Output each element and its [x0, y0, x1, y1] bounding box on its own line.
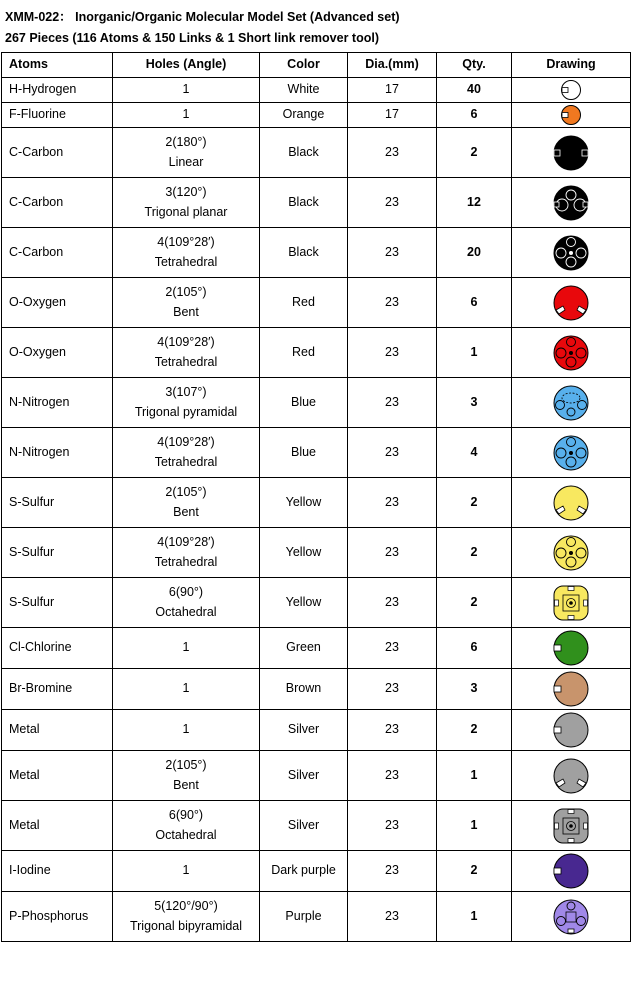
- color-cell: Purple: [260, 892, 348, 942]
- color-cell: Yellow: [260, 478, 348, 528]
- color-cell: Silver: [260, 751, 348, 801]
- holes-geometry: Linear: [168, 154, 204, 169]
- atom-name-cell: N-Nitrogen: [2, 428, 113, 478]
- holes-cell: [113, 628, 260, 669]
- table-row: [2, 751, 631, 801]
- holes-cell: [113, 278, 260, 328]
- quantity-cell: 4: [437, 428, 512, 478]
- holes-count: 1: [182, 722, 190, 737]
- color-cell: Black: [260, 228, 348, 278]
- table-row: [2, 228, 631, 278]
- table-row: [2, 710, 631, 751]
- color-cell: Black: [260, 128, 348, 178]
- holes-count: 1: [182, 681, 190, 696]
- diameter-cell: 23: [348, 428, 437, 478]
- atom-name-cell: O-Oxygen: [2, 278, 113, 328]
- quantity-cell: 2: [437, 710, 512, 751]
- holes-cell: [113, 128, 260, 178]
- drawing-cell: [512, 378, 631, 428]
- table-row: [2, 78, 631, 103]
- diameter-cell: 23: [348, 278, 437, 328]
- holes-cell: [113, 751, 260, 801]
- table-row: [2, 578, 631, 628]
- drawing-cell: [512, 528, 631, 578]
- holes-count: 2(180°): [165, 135, 207, 150]
- drawing-cell: [512, 328, 631, 378]
- holes-count: 4(109°28′): [157, 535, 215, 550]
- holes-cell: [113, 578, 260, 628]
- color-cell: Red: [260, 328, 348, 378]
- table-header-row: [2, 53, 631, 78]
- quantity-cell: 1: [437, 328, 512, 378]
- header-color: Color: [260, 53, 348, 78]
- drawing-cell: [512, 103, 631, 128]
- header-drawing: Drawing: [512, 53, 631, 78]
- sulfur-octahedral-atom-icon: [551, 583, 591, 623]
- atom-name-cell: P-Phosphorus: [2, 892, 113, 942]
- holes-count: 3(120°): [165, 185, 207, 200]
- holes-cell: [113, 178, 260, 228]
- diameter-cell: 23: [348, 801, 437, 851]
- holes-cell: [113, 228, 260, 278]
- nitrogen-pyramidal-atom-icon: [551, 383, 591, 423]
- quantity-cell: 40: [437, 78, 512, 103]
- table-row: [2, 851, 631, 892]
- holes-geometry: Bent: [173, 777, 199, 792]
- quantity-cell: 6: [437, 628, 512, 669]
- drawing-cell: [512, 801, 631, 851]
- diameter-cell: 23: [348, 378, 437, 428]
- quantity-cell: 1: [437, 801, 512, 851]
- color-cell: Dark purple: [260, 851, 348, 892]
- holes-cell: [113, 528, 260, 578]
- quantity-cell: 6: [437, 103, 512, 128]
- diameter-cell: 23: [348, 628, 437, 669]
- diameter-cell: 23: [348, 892, 437, 942]
- atom-name-cell: I-Iodine: [2, 851, 113, 892]
- holes-cell: [113, 892, 260, 942]
- holes-cell: [113, 378, 260, 428]
- atom-name-cell: S-Sulfur: [2, 478, 113, 528]
- chlorine-atom-icon: [551, 628, 591, 668]
- holes-count: 6(90°): [168, 585, 204, 600]
- atom-name-cell: Metal: [2, 751, 113, 801]
- sulfur-bent-atom-icon: [551, 483, 591, 523]
- holes-count: 4(109°28′): [157, 335, 215, 350]
- color-cell: Silver: [260, 710, 348, 751]
- phosphorus-atom-icon: [551, 897, 591, 937]
- atom-name-cell: F-Fluorine: [2, 103, 113, 128]
- holes-cell: [113, 851, 260, 892]
- atom-spec-table: [1, 52, 631, 942]
- holes-cell: [113, 78, 260, 103]
- holes-geometry: Tetrahedral: [154, 354, 218, 369]
- atom-name-cell: C-Carbon: [2, 128, 113, 178]
- color-cell: Blue: [260, 428, 348, 478]
- diameter-cell: 23: [348, 228, 437, 278]
- color-cell: Red: [260, 278, 348, 328]
- atom-name-cell: O-Oxygen: [2, 328, 113, 378]
- quantity-cell: 6: [437, 278, 512, 328]
- diameter-cell: 23: [348, 178, 437, 228]
- color-cell: Brown: [260, 669, 348, 710]
- drawing-cell: [512, 710, 631, 751]
- diameter-cell: 23: [348, 710, 437, 751]
- diameter-cell: 23: [348, 328, 437, 378]
- color-cell: White: [260, 78, 348, 103]
- hydrogen-atom-icon: [551, 78, 591, 102]
- page-title: XMM-022： Inorganic/Organic Molecular Model Set (Advanced set): [5, 10, 400, 24]
- holes-cell: [113, 428, 260, 478]
- table-row: [2, 892, 631, 942]
- fluorine-atom-icon: [551, 103, 591, 127]
- carbon-linear-atom-icon: [551, 133, 591, 173]
- drawing-cell: [512, 228, 631, 278]
- table-row: [2, 801, 631, 851]
- drawing-cell: [512, 178, 631, 228]
- table-row: [2, 178, 631, 228]
- diameter-cell: 23: [348, 851, 437, 892]
- diameter-cell: 23: [348, 478, 437, 528]
- atom-name-cell: Br-Bromine: [2, 669, 113, 710]
- atom-name-cell: S-Sulfur: [2, 578, 113, 628]
- header-holes: Holes (Angle): [113, 53, 260, 78]
- holes-count: 4(109°28′): [157, 235, 215, 250]
- table-row: [2, 103, 631, 128]
- color-cell: Yellow: [260, 528, 348, 578]
- quantity-cell: 2: [437, 528, 512, 578]
- holes-count: 2(105°): [165, 758, 207, 773]
- color-cell: Blue: [260, 378, 348, 428]
- holes-count: 4(109°28′): [157, 435, 215, 450]
- holes-count: 1: [182, 640, 190, 655]
- holes-geometry: Bent: [173, 304, 199, 319]
- atom-name-cell: C-Carbon: [2, 178, 113, 228]
- holes-cell: [113, 328, 260, 378]
- table-row: [2, 328, 631, 378]
- diameter-cell: 23: [348, 578, 437, 628]
- table-row: [2, 669, 631, 710]
- bromine-atom-icon: [551, 669, 591, 709]
- holes-count: 1: [182, 863, 190, 878]
- color-cell: Silver: [260, 801, 348, 851]
- holes-count: 1: [182, 82, 190, 97]
- header-atoms: Atoms: [2, 53, 113, 78]
- drawing-cell: [512, 628, 631, 669]
- diameter-cell: 23: [348, 751, 437, 801]
- atom-name-cell: H-Hydrogen: [2, 78, 113, 103]
- header-qty: Qty.: [437, 53, 512, 78]
- nitrogen-tetrahedral-atom-icon: [551, 433, 591, 473]
- holes-cell: [113, 103, 260, 128]
- holes-geometry: Bent: [173, 504, 199, 519]
- atom-name-cell: S-Sulfur: [2, 528, 113, 578]
- holes-count: 3(107°): [165, 385, 207, 400]
- color-cell: Yellow: [260, 578, 348, 628]
- quantity-cell: 12: [437, 178, 512, 228]
- sulfur-tetrahedral-atom-icon: [551, 533, 591, 573]
- atom-name-cell: N-Nitrogen: [2, 378, 113, 428]
- drawing-cell: [512, 751, 631, 801]
- drawing-cell: [512, 669, 631, 710]
- oxygen-tetrahedral-atom-icon: [551, 333, 591, 373]
- holes-geometry: Trigonal pyramidal: [134, 404, 238, 419]
- quantity-cell: 1: [437, 892, 512, 942]
- drawing-cell: [512, 851, 631, 892]
- metal-single-atom-icon: [551, 710, 591, 750]
- atom-name-cell: C-Carbon: [2, 228, 113, 278]
- diameter-cell: 23: [348, 528, 437, 578]
- metal-octahedral-atom-icon: [551, 806, 591, 846]
- color-cell: Green: [260, 628, 348, 669]
- atom-name-cell: Metal: [2, 710, 113, 751]
- metal-bent-atom-icon: [551, 756, 591, 796]
- quantity-cell: 3: [437, 378, 512, 428]
- table-row: [2, 378, 631, 428]
- table-row: [2, 428, 631, 478]
- drawing-cell: [512, 578, 631, 628]
- table-row: [2, 628, 631, 669]
- diameter-cell: 23: [348, 669, 437, 710]
- carbon-trigonal-atom-icon: [551, 183, 591, 223]
- iodine-atom-icon: [551, 851, 591, 891]
- quantity-cell: 2: [437, 578, 512, 628]
- holes-count: 2(105°): [165, 485, 207, 500]
- drawing-cell: [512, 478, 631, 528]
- holes-geometry: Octahedral: [155, 604, 217, 619]
- drawing-cell: [512, 78, 631, 103]
- oxygen-bent-atom-icon: [551, 283, 591, 323]
- diameter-cell: 17: [348, 103, 437, 128]
- holes-geometry: Trigonal bipyramidal: [129, 918, 243, 933]
- quantity-cell: 2: [437, 478, 512, 528]
- atom-name-cell: Metal: [2, 801, 113, 851]
- diameter-cell: 17: [348, 78, 437, 103]
- holes-geometry: Octahedral: [155, 827, 217, 842]
- holes-geometry: Tetrahedral: [154, 454, 218, 469]
- holes-count: 1: [182, 107, 190, 122]
- holes-cell: [113, 478, 260, 528]
- holes-cell: [113, 669, 260, 710]
- quantity-cell: 2: [437, 851, 512, 892]
- holes-cell: [113, 710, 260, 751]
- quantity-cell: 1: [437, 751, 512, 801]
- drawing-cell: [512, 892, 631, 942]
- drawing-cell: [512, 128, 631, 178]
- holes-geometry: Tetrahedral: [154, 554, 218, 569]
- holes-count: 6(90°): [168, 808, 204, 823]
- table-row: [2, 278, 631, 328]
- quantity-cell: 20: [437, 228, 512, 278]
- table-row: [2, 128, 631, 178]
- quantity-cell: 3: [437, 669, 512, 710]
- page-subtitle: 267 Pieces (116 Atoms & 150 Links & 1 Short link remover tool): [5, 31, 379, 45]
- holes-cell: [113, 801, 260, 851]
- diameter-cell: 23: [348, 128, 437, 178]
- table-row: [2, 528, 631, 578]
- holes-count: 5(120°/90°): [154, 899, 218, 914]
- holes-count: 2(105°): [165, 285, 207, 300]
- holes-geometry: Tetrahedral: [154, 254, 218, 269]
- drawing-cell: [512, 428, 631, 478]
- carbon-tetrahedral-atom-icon: [551, 233, 591, 273]
- header-dia: Dia.(mm): [348, 53, 437, 78]
- holes-geometry: Trigonal planar: [144, 204, 228, 219]
- table-row: [2, 478, 631, 528]
- color-cell: Black: [260, 178, 348, 228]
- quantity-cell: 2: [437, 128, 512, 178]
- atom-name-cell: Cl-Chlorine: [2, 628, 113, 669]
- drawing-cell: [512, 278, 631, 328]
- color-cell: Orange: [260, 103, 348, 128]
